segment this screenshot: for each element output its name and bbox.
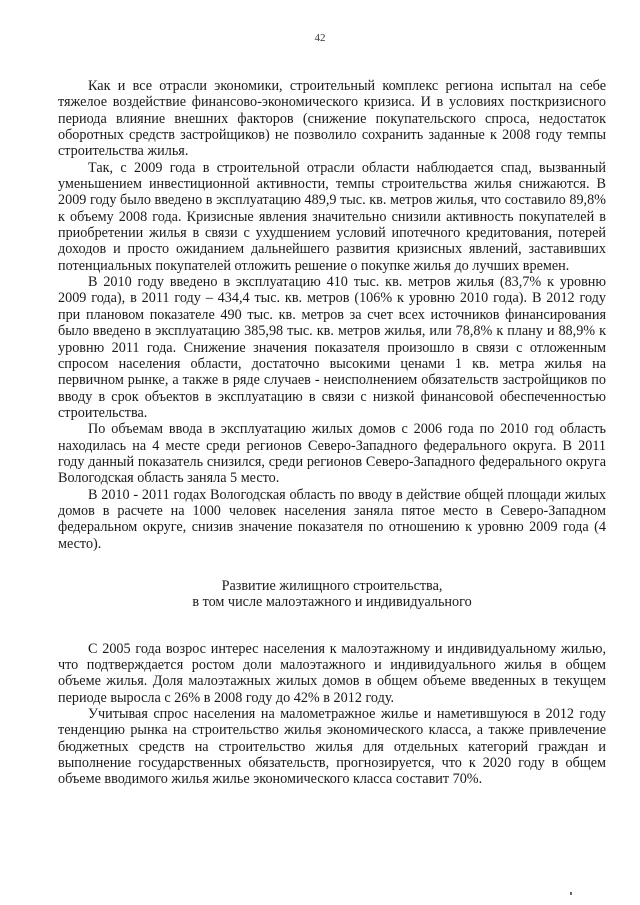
paragraph-low-rise-interest: С 2005 года возрос интерес населения к малоэтажному и индивидуальному жилью, что подтверждается ростом доли малоэтажного и индивидуального жилья в общем объеме жилья. Доля малоэтажных жилых домов в общем объеме введенных в текущем периоде выросла с 26% в 2008 году до 42% в 2012 году. <box>58 640 606 706</box>
paragraph-2009-decline: Так, с 2009 года в строительной отрасли области наблюдается спад, вызванный уменьшением инвестиционной активности, темпы строительства жилья снижаются. В 2009 году было введено в эксплуатацию 489,9 тыс. кв. метров жилья, что составило 89,8% к объему 2008 года. Кризисные явления значительно снизили активность покупателей в приобретении жилья в связи с ухудшением условий ипотечного кредитования, потерей доходов и просто ожиданием дальнейшего развития кризисных явлений, заставивших потенциальных покупателей отложить решение о покупке жилья до лучших времен. <box>58 159 606 274</box>
paragraph-2010-2012-volumes: В 2010 году введено в эксплуатацию 410 тыс. кв. метров жилья (83,7% к уровню 2009 года), в 2011 году – 434,4 тыс. кв. метров (106% к уровню 2010 года). В 2012 году при плановом показателе 490 тыс. кв. метров за счет всех источников финансирования было введено в эксплуатацию 385,98 тыс. кв. метров жилья, или 78,8% к плану и 88,9% к уровню 2011 года. Снижение значения показателя произошло в связи с отложенным спросом населения области, достаточно высокими ценами 1 кв. метра жилья на первичном рынке, а также в ряде случаев - неисполнением обязательств застройщиков по вводу в срок объектов в эксплуатацию в связи с низкой финансовой обеспеченностью строительства. <box>58 274 606 421</box>
page-body <box>58 78 606 788</box>
paragraph-economy-class-forecast: Учитывая спрос населения на малометражное жилье и наметившуюся в 2012 году тенденцию рынка на строительство жилья экономического класса, а также привлечение бюджетных средств на строительство жилья для отдельных категорий граждан и выполнение государственных обязательств, прогнозируется, что к 2020 году в общем объеме вводимого жилья жилье экономического класса составит 70%. <box>58 706 606 788</box>
paragraph-crisis-impact: Как и все отрасли экономики, строительный комплекс региона испытал на себе тяжелое воздействие финансово-экономического кризиса. И в условиях посткризисного периода влияние внешних факторов (снижение покупательского спроса, недостаток оборотных средств застройщиков) не позволило сохранить заданные к 2008 году темпы строительства жилья. <box>58 78 606 160</box>
paragraph-per-capita-ranking: В 2010 - 2011 годах Вологодская область по вводу в действие общей площади жилых домов в расчете на 1000 человек населения заняла пятое место в Северо-Западном федеральном округе, снизив значение показателя по отношению к уровню 2009 года (4 место). <box>58 486 606 552</box>
page-number: 42 <box>314 32 326 44</box>
scan-mark <box>570 892 572 895</box>
section-heading <box>58 578 606 611</box>
section-heading-line-1: Развитие жилищного строительства, <box>221 577 443 594</box>
section-heading-line-2: в том числе малоэтажного и индивидуального <box>192 594 472 611</box>
paragraph-regional-ranking: По объемам ввода в эксплуатацию жилых домов с 2006 года по 2010 год область находилась на 4 месте среди регионов Северо-Западного федерального округа. В 2011 году данный показатель снизился, среди регионов Северо-Западного федерального округа Вологодская область заняла 5 место. <box>58 421 606 487</box>
